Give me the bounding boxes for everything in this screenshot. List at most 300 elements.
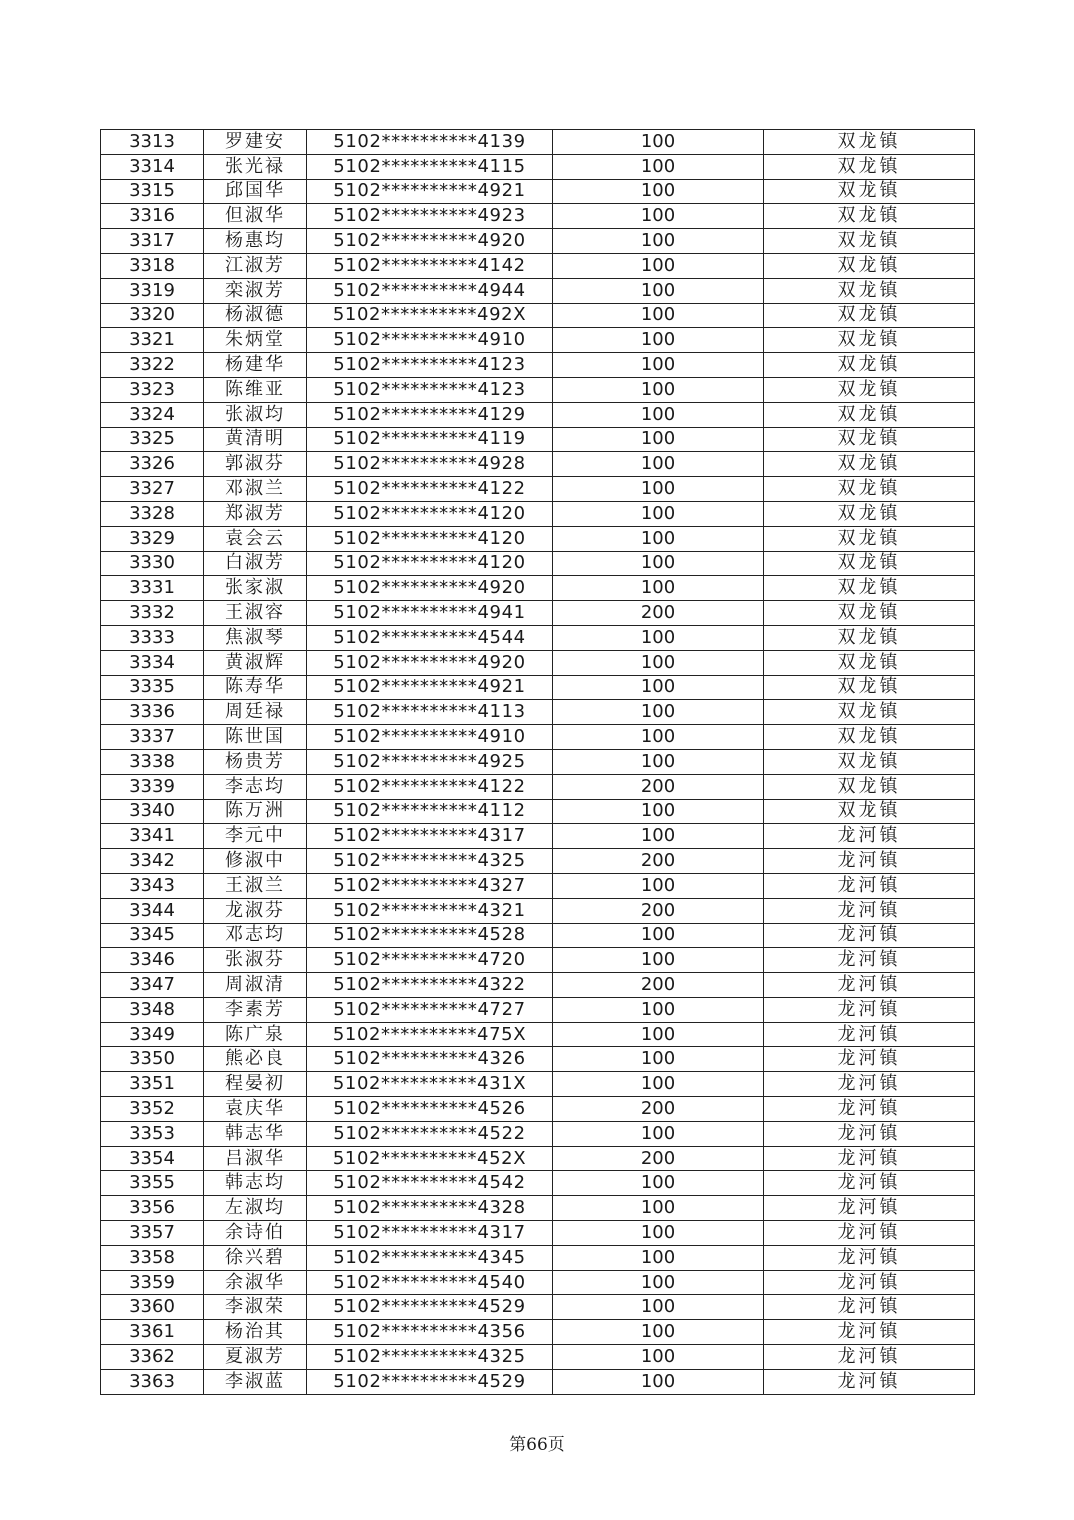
cell-masked-id-number: 5102**********4910 (307, 725, 553, 750)
cell-person-name: 吕淑华 (204, 1146, 307, 1171)
cell-town: 双龙镇 (764, 501, 975, 526)
cell-masked-id-number: 5102**********4129 (307, 402, 553, 427)
cell-serial-number: 3326 (101, 452, 204, 477)
cell-person-name: 江淑芳 (204, 253, 307, 278)
table-row (101, 452, 975, 477)
table-row (101, 1072, 975, 1097)
roster-table (100, 129, 975, 1395)
table-row (101, 501, 975, 526)
cell-serial-number: 3331 (101, 576, 204, 601)
cell-masked-id-number: 5102**********4325 (307, 849, 553, 874)
cell-serial-number: 3341 (101, 824, 204, 849)
cell-town: 双龙镇 (764, 179, 975, 204)
cell-person-name: 李志均 (204, 774, 307, 799)
table-row (101, 873, 975, 898)
cell-person-name: 张淑均 (204, 402, 307, 427)
cell-masked-id-number: 5102**********4326 (307, 1047, 553, 1072)
cell-town: 龙河镇 (764, 898, 975, 923)
cell-person-name: 徐兴碧 (204, 1245, 307, 1270)
table-row (101, 997, 975, 1022)
cell-masked-id-number: 5102**********4345 (307, 1245, 553, 1270)
cell-serial-number: 3315 (101, 179, 204, 204)
cell-serial-number: 3337 (101, 725, 204, 750)
cell-town: 双龙镇 (764, 377, 975, 402)
cell-town: 龙河镇 (764, 997, 975, 1022)
cell-town: 双龙镇 (764, 675, 975, 700)
cell-amount: 100 (553, 229, 764, 254)
table-row (101, 1320, 975, 1345)
cell-masked-id-number: 5102**********4921 (307, 179, 553, 204)
cell-masked-id-number: 5102**********4325 (307, 1345, 553, 1370)
table-row (101, 402, 975, 427)
table-row (101, 130, 975, 155)
cell-masked-id-number: 5102**********4540 (307, 1270, 553, 1295)
cell-serial-number: 3354 (101, 1146, 204, 1171)
cell-serial-number: 3316 (101, 204, 204, 229)
cell-masked-id-number: 5102**********4356 (307, 1320, 553, 1345)
cell-amount: 100 (553, 725, 764, 750)
cell-amount: 100 (553, 353, 764, 378)
cell-town: 双龙镇 (764, 402, 975, 427)
table-row (101, 526, 975, 551)
cell-serial-number: 3345 (101, 923, 204, 948)
cell-serial-number: 3344 (101, 898, 204, 923)
cell-serial-number: 3350 (101, 1047, 204, 1072)
cell-town: 双龙镇 (764, 725, 975, 750)
table-row (101, 1345, 975, 1370)
cell-town: 龙河镇 (764, 849, 975, 874)
cell-person-name: 陈维亚 (204, 377, 307, 402)
cell-masked-id-number: 5102**********492X (307, 303, 553, 328)
cell-serial-number: 3330 (101, 551, 204, 576)
cell-serial-number: 3357 (101, 1221, 204, 1246)
cell-amount: 100 (553, 1295, 764, 1320)
cell-town: 双龙镇 (764, 700, 975, 725)
cell-amount: 200 (553, 973, 764, 998)
table-row (101, 700, 975, 725)
cell-town: 龙河镇 (764, 1146, 975, 1171)
cell-town: 双龙镇 (764, 303, 975, 328)
cell-masked-id-number: 5102**********4920 (307, 650, 553, 675)
cell-masked-id-number: 5102**********4544 (307, 625, 553, 650)
cell-serial-number: 3322 (101, 353, 204, 378)
cell-amount: 200 (553, 849, 764, 874)
cell-amount: 100 (553, 377, 764, 402)
cell-serial-number: 3363 (101, 1369, 204, 1394)
cell-amount: 100 (553, 1245, 764, 1270)
cell-person-name: 余淑华 (204, 1270, 307, 1295)
cell-amount: 100 (553, 873, 764, 898)
cell-amount: 100 (553, 1320, 764, 1345)
cell-town: 双龙镇 (764, 253, 975, 278)
cell-serial-number: 3358 (101, 1245, 204, 1270)
cell-amount: 200 (553, 1146, 764, 1171)
cell-town: 龙河镇 (764, 1270, 975, 1295)
cell-serial-number: 3352 (101, 1097, 204, 1122)
cell-person-name: 周廷禄 (204, 700, 307, 725)
cell-serial-number: 3325 (101, 427, 204, 452)
cell-amount: 100 (553, 1270, 764, 1295)
cell-town: 双龙镇 (764, 576, 975, 601)
cell-masked-id-number: 5102**********4944 (307, 278, 553, 303)
cell-amount: 100 (553, 1196, 764, 1221)
cell-town: 龙河镇 (764, 1196, 975, 1221)
cell-masked-id-number: 5102**********4528 (307, 923, 553, 948)
cell-town: 双龙镇 (764, 749, 975, 774)
cell-masked-id-number: 5102**********4122 (307, 477, 553, 502)
cell-town: 龙河镇 (764, 1345, 975, 1370)
cell-town: 双龙镇 (764, 353, 975, 378)
page-number: 第66页 (509, 1435, 565, 1455)
table-row (101, 353, 975, 378)
cell-town: 龙河镇 (764, 1295, 975, 1320)
cell-town: 双龙镇 (764, 204, 975, 229)
cell-amount: 100 (553, 477, 764, 502)
cell-serial-number: 3359 (101, 1270, 204, 1295)
cell-person-name: 张淑芬 (204, 948, 307, 973)
cell-masked-id-number: 5102**********4122 (307, 774, 553, 799)
cell-person-name: 郑淑芳 (204, 501, 307, 526)
cell-amount: 100 (553, 625, 764, 650)
cell-town: 双龙镇 (764, 799, 975, 824)
table-row (101, 1171, 975, 1196)
cell-serial-number: 3340 (101, 799, 204, 824)
cell-serial-number: 3333 (101, 625, 204, 650)
cell-serial-number: 3343 (101, 873, 204, 898)
cell-person-name: 但淑华 (204, 204, 307, 229)
cell-masked-id-number: 5102**********4920 (307, 576, 553, 601)
cell-person-name: 焦淑琴 (204, 625, 307, 650)
cell-amount: 100 (553, 700, 764, 725)
cell-person-name: 龙淑芬 (204, 898, 307, 923)
cell-town: 龙河镇 (764, 873, 975, 898)
cell-amount: 100 (553, 427, 764, 452)
cell-town: 龙河镇 (764, 1245, 975, 1270)
table-row (101, 477, 975, 502)
cell-person-name: 王淑容 (204, 601, 307, 626)
cell-masked-id-number: 5102**********4327 (307, 873, 553, 898)
cell-masked-id-number: 5102**********4328 (307, 1196, 553, 1221)
table-row (101, 1369, 975, 1394)
cell-masked-id-number: 5102**********4542 (307, 1171, 553, 1196)
cell-person-name: 袁庆华 (204, 1097, 307, 1122)
cell-masked-id-number: 5102**********4119 (307, 427, 553, 452)
cell-masked-id-number: 5102**********452X (307, 1146, 553, 1171)
cell-person-name: 李淑蓝 (204, 1369, 307, 1394)
cell-amount: 100 (553, 1369, 764, 1394)
cell-town: 双龙镇 (764, 601, 975, 626)
cell-masked-id-number: 5102**********4321 (307, 898, 553, 923)
cell-amount: 100 (553, 650, 764, 675)
cell-serial-number: 3349 (101, 1022, 204, 1047)
cell-serial-number: 3353 (101, 1121, 204, 1146)
cell-town: 双龙镇 (764, 427, 975, 452)
cell-person-name: 杨贵芳 (204, 749, 307, 774)
cell-masked-id-number: 5102**********4928 (307, 452, 553, 477)
table-row (101, 1221, 975, 1246)
cell-masked-id-number: 5102**********4123 (307, 353, 553, 378)
cell-serial-number: 3360 (101, 1295, 204, 1320)
cell-masked-id-number: 5102**********4720 (307, 948, 553, 973)
cell-masked-id-number: 5102**********4925 (307, 749, 553, 774)
cell-masked-id-number: 5102**********4113 (307, 700, 553, 725)
table-row (101, 625, 975, 650)
cell-town: 龙河镇 (764, 1097, 975, 1122)
cell-person-name: 杨治其 (204, 1320, 307, 1345)
cell-masked-id-number: 5102**********4529 (307, 1295, 553, 1320)
cell-masked-id-number: 5102**********4727 (307, 997, 553, 1022)
cell-amount: 100 (553, 576, 764, 601)
table-row (101, 1196, 975, 1221)
cell-serial-number: 3361 (101, 1320, 204, 1345)
cell-masked-id-number: 5102**********4910 (307, 328, 553, 353)
cell-serial-number: 3362 (101, 1345, 204, 1370)
cell-town: 双龙镇 (764, 154, 975, 179)
table-row (101, 1121, 975, 1146)
cell-person-name: 黄清明 (204, 427, 307, 452)
cell-masked-id-number: 5102**********4526 (307, 1097, 553, 1122)
cell-person-name: 陈世国 (204, 725, 307, 750)
table-row (101, 1295, 975, 1320)
cell-amount: 100 (553, 1047, 764, 1072)
cell-masked-id-number: 5102**********4317 (307, 1221, 553, 1246)
cell-serial-number: 3339 (101, 774, 204, 799)
cell-masked-id-number: 5102**********4941 (307, 601, 553, 626)
cell-person-name: 李素芳 (204, 997, 307, 1022)
cell-person-name: 张光禄 (204, 154, 307, 179)
cell-serial-number: 3329 (101, 526, 204, 551)
table-row (101, 377, 975, 402)
cell-town: 双龙镇 (764, 650, 975, 675)
cell-amount: 100 (553, 749, 764, 774)
cell-amount: 100 (553, 1221, 764, 1246)
table-row (101, 923, 975, 948)
table-row (101, 328, 975, 353)
cell-amount: 100 (553, 1121, 764, 1146)
cell-person-name: 杨惠均 (204, 229, 307, 254)
roster-table-body (101, 130, 975, 1395)
table-row (101, 1146, 975, 1171)
cell-town: 龙河镇 (764, 1171, 975, 1196)
cell-person-name: 陈万洲 (204, 799, 307, 824)
cell-serial-number: 3346 (101, 948, 204, 973)
cell-person-name: 李元中 (204, 824, 307, 849)
cell-town: 龙河镇 (764, 973, 975, 998)
table-row (101, 973, 975, 998)
cell-amount: 100 (553, 923, 764, 948)
cell-masked-id-number: 5102**********4920 (307, 229, 553, 254)
cell-town: 龙河镇 (764, 1320, 975, 1345)
cell-person-name: 修淑中 (204, 849, 307, 874)
cell-person-name: 邓志均 (204, 923, 307, 948)
cell-town: 双龙镇 (764, 625, 975, 650)
cell-serial-number: 3323 (101, 377, 204, 402)
cell-person-name: 王淑兰 (204, 873, 307, 898)
cell-serial-number: 3351 (101, 1072, 204, 1097)
cell-town: 龙河镇 (764, 824, 975, 849)
cell-town: 龙河镇 (764, 948, 975, 973)
cell-serial-number: 3314 (101, 154, 204, 179)
cell-serial-number: 3347 (101, 973, 204, 998)
cell-amount: 100 (553, 452, 764, 477)
cell-amount: 100 (553, 204, 764, 229)
cell-amount: 100 (553, 130, 764, 155)
cell-town: 龙河镇 (764, 1369, 975, 1394)
cell-serial-number: 3336 (101, 700, 204, 725)
table-row (101, 601, 975, 626)
cell-town: 双龙镇 (764, 229, 975, 254)
cell-person-name: 韩志均 (204, 1171, 307, 1196)
table-row (101, 774, 975, 799)
table-row (101, 898, 975, 923)
cell-person-name: 朱炳堂 (204, 328, 307, 353)
cell-amount: 100 (553, 997, 764, 1022)
cell-serial-number: 3348 (101, 997, 204, 1022)
cell-town: 双龙镇 (764, 130, 975, 155)
table-row (101, 799, 975, 824)
table-row (101, 1047, 975, 1072)
cell-town: 双龙镇 (764, 278, 975, 303)
cell-masked-id-number: 5102**********4921 (307, 675, 553, 700)
cell-amount: 100 (553, 1171, 764, 1196)
cell-town: 龙河镇 (764, 1047, 975, 1072)
cell-serial-number: 3334 (101, 650, 204, 675)
table-row (101, 154, 975, 179)
cell-serial-number: 3342 (101, 849, 204, 874)
cell-person-name: 白淑芳 (204, 551, 307, 576)
cell-masked-id-number: 5102**********4522 (307, 1121, 553, 1146)
cell-amount: 200 (553, 898, 764, 923)
cell-person-name: 陈寿华 (204, 675, 307, 700)
cell-amount: 100 (553, 402, 764, 427)
cell-person-name: 陈广泉 (204, 1022, 307, 1047)
cell-serial-number: 3335 (101, 675, 204, 700)
cell-person-name: 张家淑 (204, 576, 307, 601)
cell-amount: 100 (553, 824, 764, 849)
cell-amount: 100 (553, 1072, 764, 1097)
table-row (101, 650, 975, 675)
cell-amount: 100 (553, 253, 764, 278)
table-row (101, 675, 975, 700)
cell-person-name: 杨淑德 (204, 303, 307, 328)
cell-town: 双龙镇 (764, 774, 975, 799)
cell-amount: 100 (553, 526, 764, 551)
cell-amount: 100 (553, 328, 764, 353)
cell-serial-number: 3332 (101, 601, 204, 626)
cell-town: 双龙镇 (764, 526, 975, 551)
cell-person-name: 周淑清 (204, 973, 307, 998)
table-row (101, 849, 975, 874)
table-row (101, 1245, 975, 1270)
cell-person-name: 杨建华 (204, 353, 307, 378)
cell-amount: 100 (553, 179, 764, 204)
cell-person-name: 邱国华 (204, 179, 307, 204)
cell-town: 双龙镇 (764, 328, 975, 353)
cell-masked-id-number: 5102**********4139 (307, 130, 553, 155)
cell-person-name: 熊必良 (204, 1047, 307, 1072)
table-row (101, 278, 975, 303)
cell-town: 龙河镇 (764, 1121, 975, 1146)
cell-person-name: 罗建安 (204, 130, 307, 155)
table-row (101, 576, 975, 601)
cell-serial-number: 3324 (101, 402, 204, 427)
cell-serial-number: 3321 (101, 328, 204, 353)
table-row (101, 253, 975, 278)
cell-town: 双龙镇 (764, 477, 975, 502)
cell-masked-id-number: 5102**********4322 (307, 973, 553, 998)
cell-amount: 200 (553, 601, 764, 626)
cell-serial-number: 3319 (101, 278, 204, 303)
cell-person-name: 栾淑芳 (204, 278, 307, 303)
table-row (101, 551, 975, 576)
cell-masked-id-number: 5102**********4120 (307, 526, 553, 551)
cell-masked-id-number: 5102**********431X (307, 1072, 553, 1097)
table-row (101, 179, 975, 204)
table-row (101, 948, 975, 973)
cell-amount: 100 (553, 675, 764, 700)
cell-masked-id-number: 5102**********475X (307, 1022, 553, 1047)
cell-serial-number: 3328 (101, 501, 204, 526)
cell-person-name: 邓淑兰 (204, 477, 307, 502)
cell-masked-id-number: 5102**********4112 (307, 799, 553, 824)
cell-town: 龙河镇 (764, 1221, 975, 1246)
table-row (101, 229, 975, 254)
cell-town: 龙河镇 (764, 1072, 975, 1097)
cell-amount: 100 (553, 551, 764, 576)
cell-person-name: 袁会云 (204, 526, 307, 551)
cell-person-name: 李淑荣 (204, 1295, 307, 1320)
cell-town: 龙河镇 (764, 923, 975, 948)
cell-amount: 100 (553, 799, 764, 824)
cell-serial-number: 3318 (101, 253, 204, 278)
cell-person-name: 韩志华 (204, 1121, 307, 1146)
table-row (101, 824, 975, 849)
cell-masked-id-number: 5102**********4142 (307, 253, 553, 278)
cell-serial-number: 3320 (101, 303, 204, 328)
table-row (101, 204, 975, 229)
cell-serial-number: 3355 (101, 1171, 204, 1196)
cell-person-name: 夏淑芳 (204, 1345, 307, 1370)
cell-town: 双龙镇 (764, 452, 975, 477)
cell-amount: 100 (553, 154, 764, 179)
cell-amount: 100 (553, 278, 764, 303)
cell-masked-id-number: 5102**********4123 (307, 377, 553, 402)
cell-masked-id-number: 5102**********4120 (307, 551, 553, 576)
table-row (101, 749, 975, 774)
cell-person-name: 黄淑辉 (204, 650, 307, 675)
cell-masked-id-number: 5102**********4120 (307, 501, 553, 526)
table-row (101, 1022, 975, 1047)
cell-serial-number: 3317 (101, 229, 204, 254)
cell-masked-id-number: 5102**********4115 (307, 154, 553, 179)
cell-masked-id-number: 5102**********4529 (307, 1369, 553, 1394)
cell-serial-number: 3338 (101, 749, 204, 774)
cell-amount: 200 (553, 1097, 764, 1122)
cell-serial-number: 3313 (101, 130, 204, 155)
table-row (101, 427, 975, 452)
cell-amount: 100 (553, 948, 764, 973)
cell-serial-number: 3327 (101, 477, 204, 502)
cell-person-name: 左淑均 (204, 1196, 307, 1221)
cell-amount: 100 (553, 1345, 764, 1370)
cell-town: 龙河镇 (764, 1022, 975, 1047)
cell-masked-id-number: 5102**********4317 (307, 824, 553, 849)
table-row (101, 725, 975, 750)
cell-masked-id-number: 5102**********4923 (307, 204, 553, 229)
cell-person-name: 余诗伯 (204, 1221, 307, 1246)
cell-person-name: 程晏初 (204, 1072, 307, 1097)
table-row (101, 1270, 975, 1295)
